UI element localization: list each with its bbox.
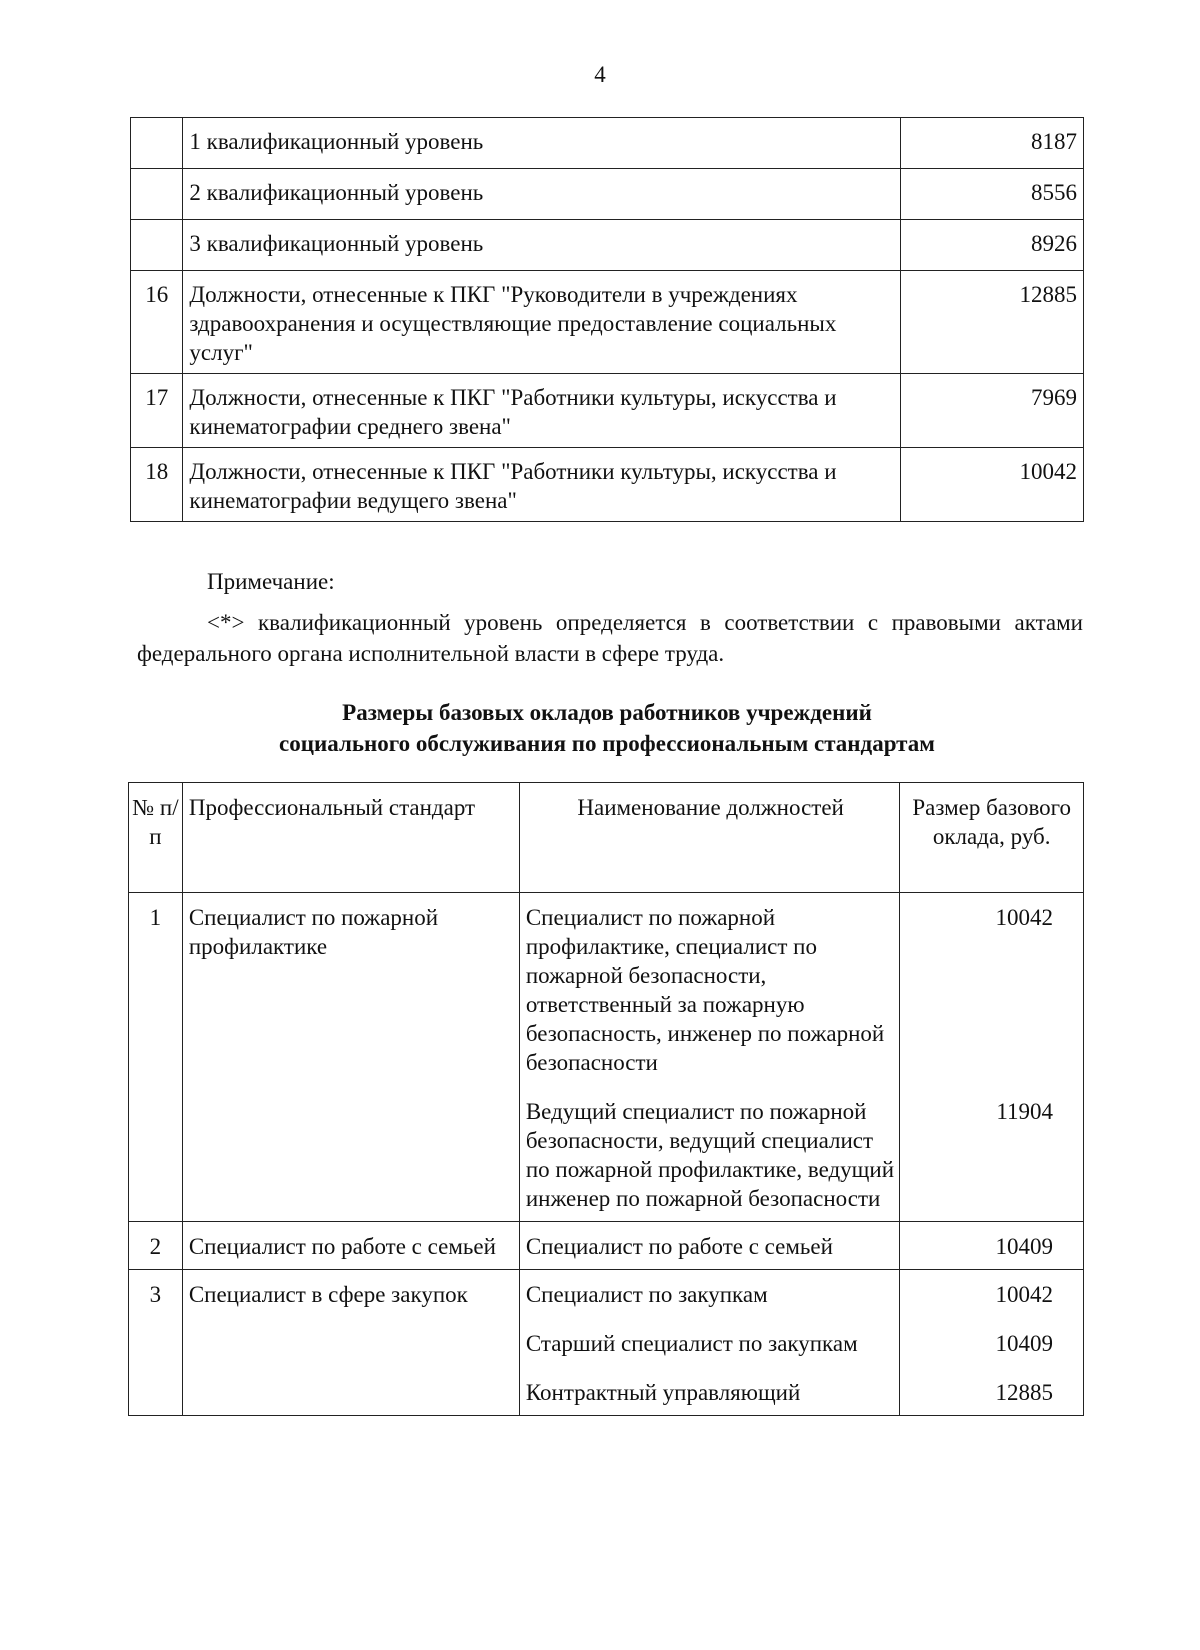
table-header-row [129,783,1084,893]
row-value: 8556 [901,169,1084,220]
salary-table [128,782,1084,1416]
row-standard: Специалист по работе с семьей [182,1222,519,1270]
row-number [131,118,183,169]
table-row [131,118,1084,169]
salary-value: 10042 [995,905,1053,930]
row-value: 12885 [901,271,1084,374]
row-standard: Специалист в сфере закупок [182,1270,519,1416]
row-number [131,220,183,271]
page-number: 4 [594,62,606,87]
note-text: <*> квалификационный уровень определяется в соответствии с правовыми актами федерального органа исполнительной власти в сфере труда. [137,610,1083,666]
row-number: 17 [131,374,183,448]
note-title: Примечание: [207,569,335,594]
row-description: 1 квалификационный уровень [183,118,901,169]
table-row [129,1270,1084,1416]
salary-value: 12885 [995,1380,1053,1405]
table-row [129,893,1084,1222]
row-number: 18 [131,448,183,522]
row-number: 16 [131,271,183,374]
position-name: Специалист по работе с семьей [525,1234,833,1259]
row-description: 3 квалификационный уровень [183,220,901,271]
table-row [129,1222,1084,1270]
row-salaries [900,1270,1084,1416]
row-description: Должности, отнесенные к ПКГ "Работники культуры, искусства и кинематографии среднего звена" [183,374,901,448]
position-name: Контрактный управляющий [525,1380,801,1405]
table-row [131,220,1084,271]
heading-line: Размеры базовых окладов работников учреждений [342,700,872,725]
heading-line: социального обслуживания по профессиональным стандартам [279,731,935,756]
row-value: 8187 [901,118,1084,169]
position-name: Старший специалист по закупкам [525,1331,858,1356]
row-value: 7969 [901,374,1084,448]
row-value: 8926 [901,220,1084,271]
salary-value: 10409 [995,1234,1053,1259]
salary-value: 11904 [996,1099,1053,1124]
row-positions [519,893,900,1222]
row-positions [519,1222,900,1270]
row-description: Должности, отнесенные к ПКГ "Работники культуры, искусства и кинематографии ведущего звена" [183,448,901,522]
header-standard: Профессиональный стандарт [182,783,519,893]
position-name: Ведущий специалист по пожарной безопасности, ведущий специалист по пожарной профилактике, ведущий инженер по пожарной безопасности [525,1099,895,1211]
row-number [131,169,183,220]
row-positions [519,1270,900,1416]
row-description: 2 квалификационный уровень [183,169,901,220]
section-heading [130,697,1084,759]
salary-value: 10409 [995,1331,1053,1356]
row-salaries [900,893,1084,1222]
row-number: 1 [129,893,183,1222]
salary-value: 10042 [995,1282,1053,1307]
row-description: Должности, отнесенные к ПКГ "Руководители в учреждениях здравоохранения и осуществляющие предоставление социальных услуг" [183,271,901,374]
header-positions: Наименование должностей [519,783,900,893]
table-row [131,169,1084,220]
header-salary: Размер базового оклада, руб. [900,783,1084,893]
qualification-table [130,117,1084,522]
table-row [131,448,1084,522]
table-row [131,374,1084,448]
position-name: Специалист по закупкам [525,1282,768,1307]
position-name: Специалист по пожарной профилактике, специалист по пожарной безопасности, ответственный за пожарную безопасность, инженер по пожарной безопасности [525,905,885,1075]
row-salaries [900,1222,1084,1270]
table-row [131,271,1084,374]
row-standard: Специалист по пожарной профилактике [182,893,519,1222]
row-number: 2 [129,1222,183,1270]
row-number: 3 [129,1270,183,1416]
row-value: 10042 [901,448,1084,522]
header-number: № п/п [129,783,183,893]
